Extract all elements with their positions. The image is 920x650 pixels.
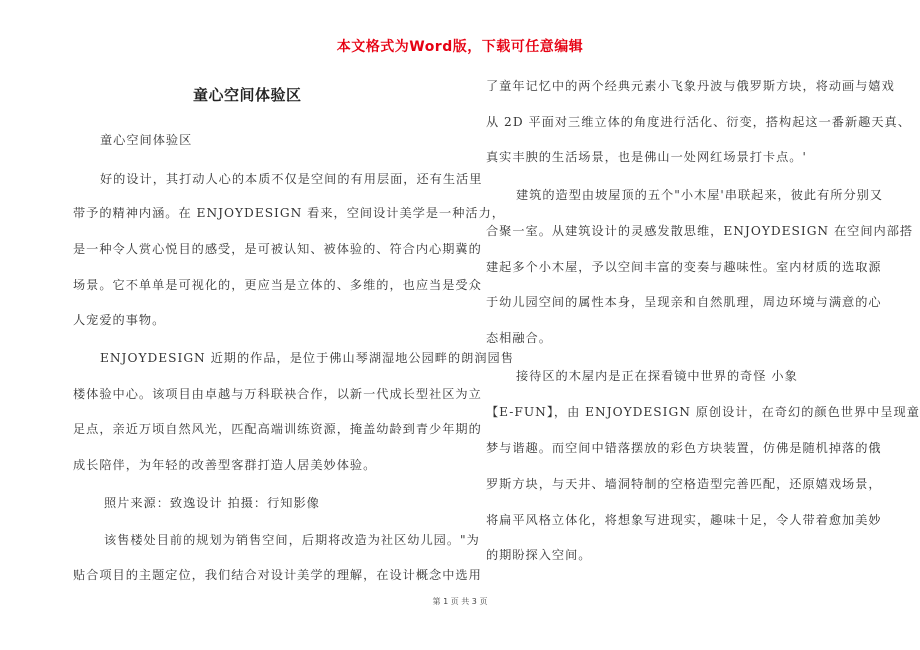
page-title: 童心空间体验区 [193,86,302,104]
right-line-10: 【E-FUN】，由 ENJOYDESIGN 原创设计，在奇幻的颜色世界中呈现童 [486,405,920,419]
right-line-11: 梦与谐趣。而空间中错落摆放的彩色方块装置，仿佛是随机掉落的俄 [486,441,882,455]
left-line-6: 人宠爱的事物。 [73,313,166,327]
right-line-4: 建筑的造型由坡屋顶的五个"小木屋'串联起来，彼此有所分别又 [516,188,884,202]
left-line-4: 是一种令人赏心悦目的感受，是可被认知、被体验的、符合内心期冀的 [73,242,482,256]
left-line-8: 楼体验中心。该项目由卓越与万科联袂合作，以新一代成长型社区为立 [73,387,482,401]
left-line-2: 好的设计，其打动人心的本质不仅是空间的有用层面，还有生活里 [100,172,483,186]
right-line-9: 接待区的木屋内是正在探看镜中世界的奇怪 小象 [516,369,798,383]
left-line-3: 带予的精神内涵。在 ENJOYDESIGN 看来，空间设计美学是一种活力， [73,206,505,220]
left-line-9: 足点，亲近万顷自然风光，匹配高端训练资源，掩盖幼龄到青少年期的 [73,422,482,436]
right-line-6: 建起多个小木屋，予以空间丰富的变奏与趣味性。室内材质的选取源 [486,260,882,274]
left-line-12: 该售楼处目前的规划为销售空间，后期将改造为社区幼儿园。"为 [104,533,480,547]
right-line-7: 于幼儿园空间的属性本身，呈现亲和自然肌理，周边环境与满意的心 [486,295,882,309]
right-line-5: 合聚一室。从建筑设计的灵感发散思维，ENJOYDESIGN 在空间内部搭 [486,224,914,238]
download-banner: 本文格式为Word版，下载可任意编辑 [336,39,584,55]
left-line-13: 贴合项目的主题定位，我们结合对设计美学的理解，在设计概念中选用 [73,568,482,582]
left-line-7: ENJOYDESIGN 近期的作品，是位于佛山琴湖湿地公园畔的朗润园售 [100,351,514,365]
page-footer: 第 1 页 共 3 页 [432,597,488,606]
right-line-8: 态相融合。 [486,331,552,345]
right-line-13: 将扁平风格立体化，将想象写进现实，趣味十足，令人带着愈加美妙 [486,513,882,527]
right-line-2: 从 2D 平面对三维立体的角度进行活化、衍变，搭构起这一番新趣天真、 [486,115,911,129]
right-line-1: 了童年记忆中的两个经典元素小飞象丹波与俄罗斯方块，将动画与嬉戏 [486,79,895,93]
right-line-12: 罗斯方块，与天井、墙洞特制的空格造型完善匹配，还原嬉戏场景， [486,477,882,491]
left-line-11: 照片来源：致逸设计 拍摄：行知影像 [104,496,320,510]
left-line-5: 场景。它不单单是可视化的，更应当是立体的、多维的，也应当是受众 [73,278,482,292]
right-line-3: 真实丰腴的生活场景，也是佛山一处网红场景打卡点。' [486,150,807,164]
right-line-14: 的期盼探入空间。 [486,548,592,562]
left-line-10: 成长陪伴，为年轻的改善型客群打造人居美妙体验。 [73,458,377,472]
left-line-1: 童心空间体验区 [100,133,193,147]
